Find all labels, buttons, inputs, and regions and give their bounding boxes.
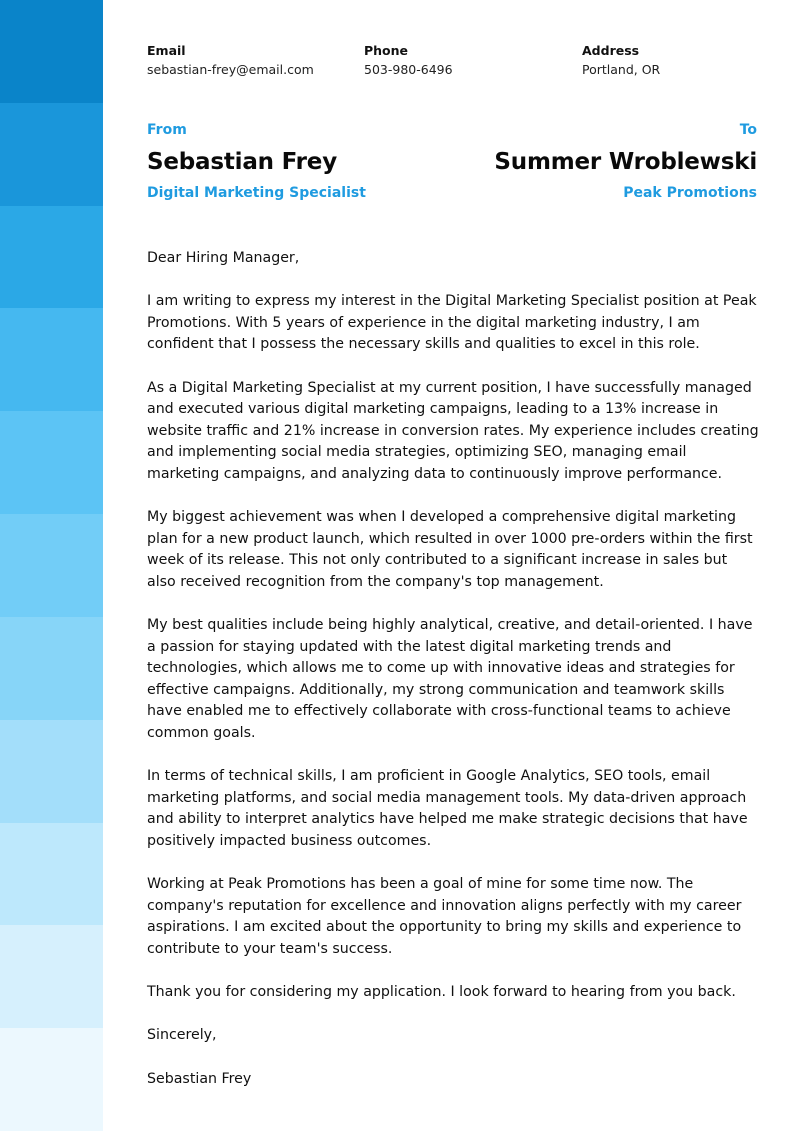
paragraph: Working at Peak Promotions has been a goal of mine for some time now. The company's reputation for excellence and innovation aligns perfectly with my career aspirations. I am excited about the opportunity to bring my skills and experience to contribute to your team's success. xyxy=(147,876,742,957)
address-value: Portland, OR xyxy=(582,62,661,77)
sender-name: Sebastian Frey xyxy=(147,149,337,175)
sidebar-band xyxy=(0,514,103,617)
contact-email xyxy=(147,43,314,78)
greeting: Dear Hiring Manager, xyxy=(147,250,300,266)
contact-phone xyxy=(364,43,453,78)
paragraph: In terms of technical skills, I am proficient in Google Analytics, SEO tools, email marketing platforms, and social media management tools. My data-driven approach and ability to interpret analytics have helped me make strategic decisions that have positively impacted business outcomes. xyxy=(147,768,748,850)
address-label: Address xyxy=(582,43,640,58)
sidebar-band xyxy=(0,1028,103,1131)
email-value: sebastian-frey@email.com xyxy=(147,62,314,77)
sidebar-band xyxy=(0,308,103,411)
contact-address xyxy=(582,43,660,78)
sidebar-band xyxy=(0,411,103,514)
sidebar-band xyxy=(0,925,103,1028)
paragraph: I am writing to express my interest in the Digital Marketing Specialist position at Peak Promotions. With 5 years of experience in the digital marketing industry, I am confident that I possess the necessary skills and qualities to excel in this role. xyxy=(147,293,757,353)
recipient-company: Peak Promotions xyxy=(623,185,757,201)
paragraph: My best qualities include being highly analytical, creative, and detail-oriented. I have a passion for staying updated with the latest digital marketing trends and technologies, which allows me to come up with innovative ideas and strategies for effective campaigns. Additionally, my strong communication and teamwork skills have enabled me to effectively collaborate with cross-functional teams to achieve common goals. xyxy=(147,617,753,742)
sender-block xyxy=(147,120,366,203)
signature: Sebastian Frey xyxy=(147,1070,252,1087)
email-label: Email xyxy=(147,43,186,58)
closing: Sincerely, xyxy=(147,1027,217,1044)
phone-label: Phone xyxy=(364,43,409,58)
sender-title: Digital Marketing Specialist xyxy=(147,185,366,201)
letter-body xyxy=(147,248,759,1112)
recipient-block xyxy=(494,120,757,203)
sidebar-band xyxy=(0,720,103,823)
contact-info xyxy=(147,43,757,83)
sidebar-band xyxy=(0,103,103,206)
sidebar-band xyxy=(0,823,103,926)
paragraph: My biggest achievement was when I developed a comprehensive digital marketing plan for a new product launch, which resulted in over 1000 pre-orders within the first week of its release. This not only contributed to a significant increase in sales but also received recognition from the company's top management. xyxy=(147,509,753,590)
paragraph: As a Digital Marketing Specialist at my current position, I have successfully managed and executed various digital marketing campaigns, leading to a 13% increase in website traffic and 21% increase in conversion rates. My experience includes creating and implementing social media strategies, optimizing SEO, managing email marketing campaigns, and analyzing data to continuously improve performance. xyxy=(147,379,759,482)
decorative-sidebar xyxy=(0,0,103,1131)
phone-value: 503-980-6496 xyxy=(364,62,453,77)
sidebar-band xyxy=(0,617,103,720)
sidebar-band xyxy=(0,0,103,103)
from-label: From xyxy=(147,122,187,138)
paragraph: Thank you for considering my application. I look forward to hearing from you back. xyxy=(147,984,736,1001)
recipient-name: Summer Wroblewski xyxy=(494,149,757,175)
to-label: To xyxy=(739,122,757,138)
sidebar-band xyxy=(0,206,103,309)
